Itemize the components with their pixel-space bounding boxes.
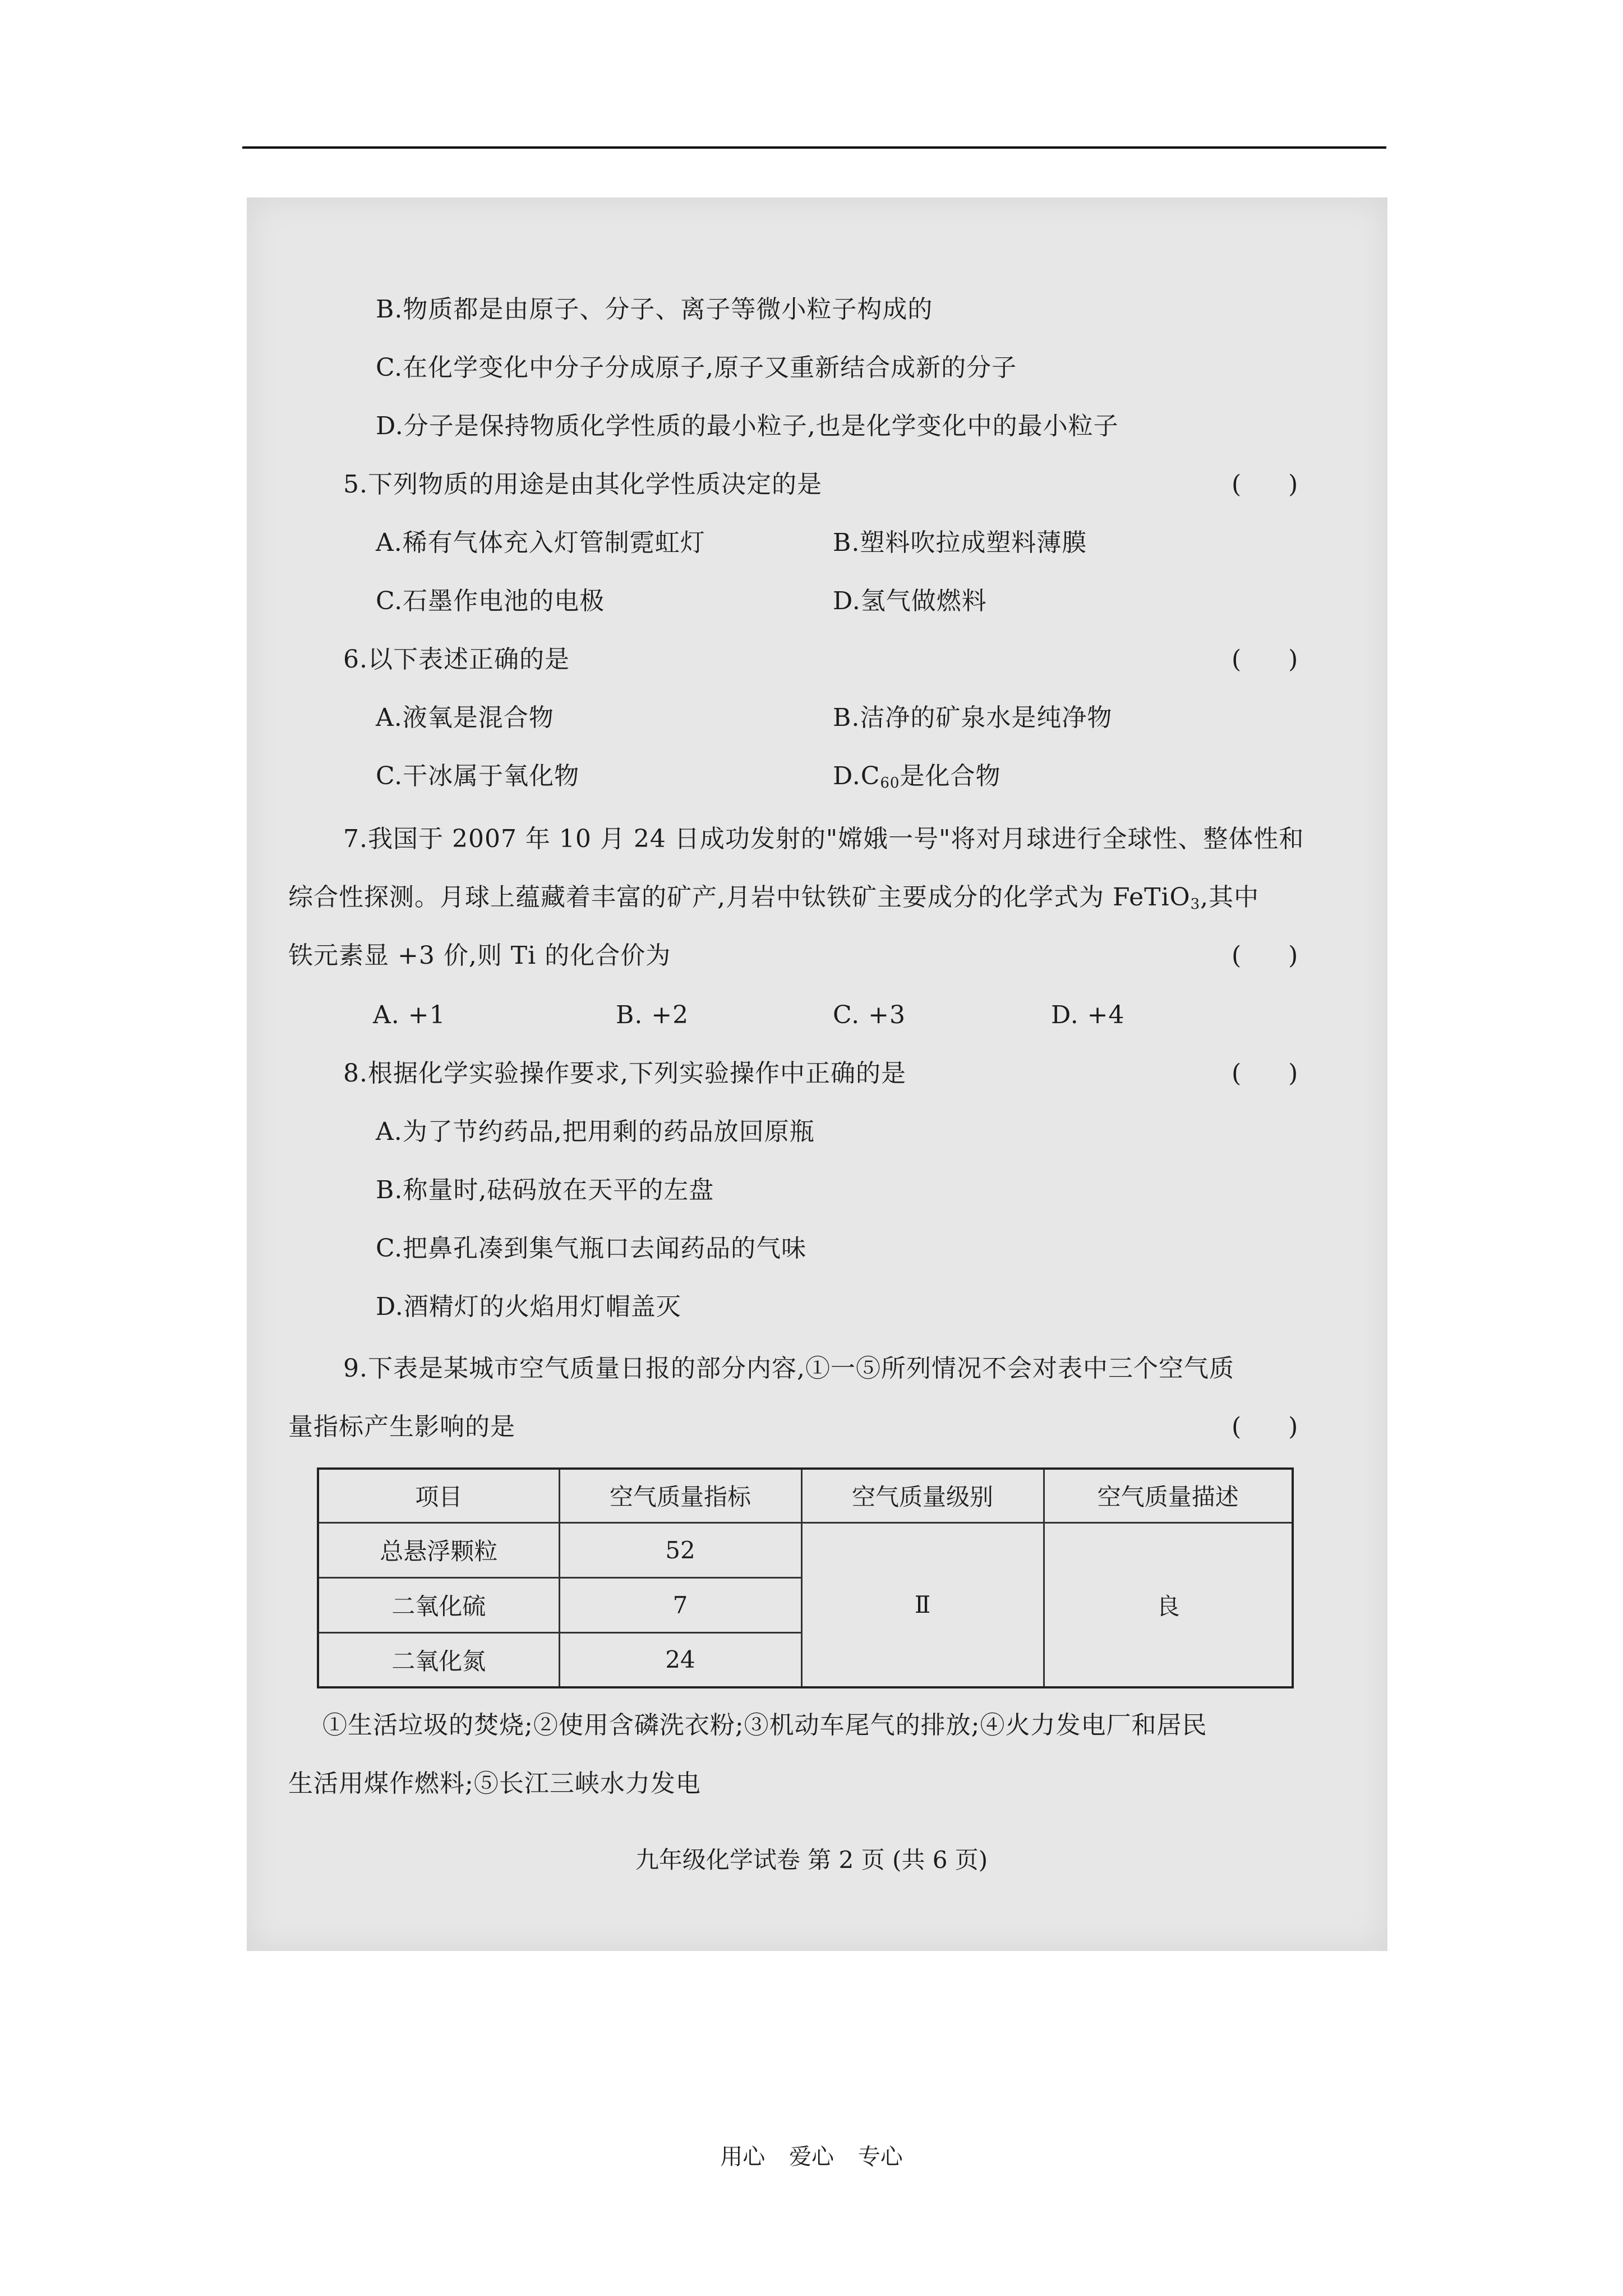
table-header-cell: 空气质量级别 xyxy=(801,1469,1044,1522)
page-footer: 用心 爱心 专心 xyxy=(720,2144,903,2170)
item-cell: 二氧化氮 xyxy=(318,1632,559,1687)
q6-stem: 6.以下表述正确的是 xyxy=(343,645,570,674)
q7-stem-line1: 7.我国于 2007 年 10 月 24 日成功发射的"嫦娥一号"将对月球进行全球性、整体性和 xyxy=(343,825,1304,853)
q8-option-a: A.为了节约药品,把用剩的药品放回原瓶 xyxy=(376,1117,815,1146)
level-cell: Ⅱ xyxy=(801,1522,1044,1687)
table-header-row xyxy=(318,1469,1293,1522)
q7-stem-line3: 铁元素显 +3 价,则 Ti 的化合价为 xyxy=(288,941,671,970)
q9-options-line2: 生活用煤作燃料;⑤长江三峡水力发电 xyxy=(288,1769,701,1798)
q9-options-line1: ①生活垃圾的焚烧;②使用含磷洗衣粉;③机动车尾气的排放;④火力发电厂和居民 xyxy=(322,1711,1207,1740)
item-cell: 总悬浮颗粒 xyxy=(318,1522,559,1577)
item-cell: 二氧化硫 xyxy=(318,1577,559,1632)
q5-option-c: C.石墨作电池的电极 xyxy=(376,587,605,615)
exam-footer: 九年级化学试卷 第 2 页 (共 6 页) xyxy=(635,1846,988,1874)
q9-answer-paren: ( ) xyxy=(1232,1412,1298,1441)
q6-option-c: C.干冰属于氧化物 xyxy=(376,762,580,790)
table-header-cell: 项目 xyxy=(318,1469,559,1522)
air-quality-table xyxy=(317,1467,1294,1688)
q4-option-c: C.在化学变化中分子分成原子,原子又重新结合成新的分子 xyxy=(376,353,1017,382)
q9-stem-line2: 量指标产生影响的是 xyxy=(288,1412,515,1441)
q6-option-d: $D.C_{60}$是化合物 xyxy=(833,762,1001,792)
q5-option-b: B.塑料吹拉成塑料薄膜 xyxy=(833,528,1087,557)
q7-answer-paren: ( ) xyxy=(1232,941,1298,970)
q5-option-a: A.稀有气体充入灯管制霓虹灯 xyxy=(376,528,706,557)
q7-option-d: D. +4 xyxy=(1051,1001,1125,1029)
q4-option-b: B.物质都是由原子、分子、离子等微小粒子构成的 xyxy=(376,295,933,324)
index-cell: 52 xyxy=(559,1522,801,1577)
q8-option-b: B.称量时,砝码放在天平的左盘 xyxy=(376,1176,714,1204)
q8-option-c: C.把鼻孔凑到集气瓶口去闻药品的气味 xyxy=(376,1234,807,1263)
header-rule xyxy=(242,146,1386,149)
q7-option-b: B. +2 xyxy=(616,1001,689,1029)
table-header-cell: 空气质量描述 xyxy=(1044,1469,1293,1522)
q8-stem: 8.根据化学实验操作要求,下列实验操作中正确的是 xyxy=(343,1059,906,1088)
q5-stem: 5.下列物质的用途是由其化学性质决定的是 xyxy=(343,470,822,499)
table-row xyxy=(318,1522,1293,1577)
q6-option-a: A.液氧是混合物 xyxy=(376,703,554,732)
description-cell: 良 xyxy=(1044,1522,1293,1687)
q6-answer-paren: ( ) xyxy=(1232,645,1298,674)
index-cell: 24 xyxy=(559,1632,801,1687)
table-header-cell: 空气质量指标 xyxy=(559,1469,801,1522)
q5-option-d: D.氢气做燃料 xyxy=(833,587,987,615)
q5-answer-paren: ( ) xyxy=(1232,470,1298,499)
q8-option-d: D.酒精灯的火焰用灯帽盖灭 xyxy=(376,1292,681,1321)
q7-stem-line2: 综合性探测。月球上蕴藏着丰富的矿产,月岩中钛铁矿主要成分的化学式为 FeTiO$_3$,其中 xyxy=(288,883,1260,913)
q7-option-c: C. +3 xyxy=(833,1001,906,1029)
q4-option-d: D.分子是保持物质化学性质的最小粒子,也是化学变化中的最小粒子 xyxy=(376,412,1119,440)
index-cell: 7 xyxy=(559,1577,801,1632)
q7-option-a: A. +1 xyxy=(373,1001,446,1029)
q8-answer-paren: ( ) xyxy=(1232,1059,1298,1088)
q9-stem-line1: 9.下表是某城市空气质量日报的部分内容,①一⑤所列情况不会对表中三个空气质 xyxy=(343,1354,1234,1383)
q6-option-b: B.洁净的矿泉水是纯净物 xyxy=(833,703,1113,732)
